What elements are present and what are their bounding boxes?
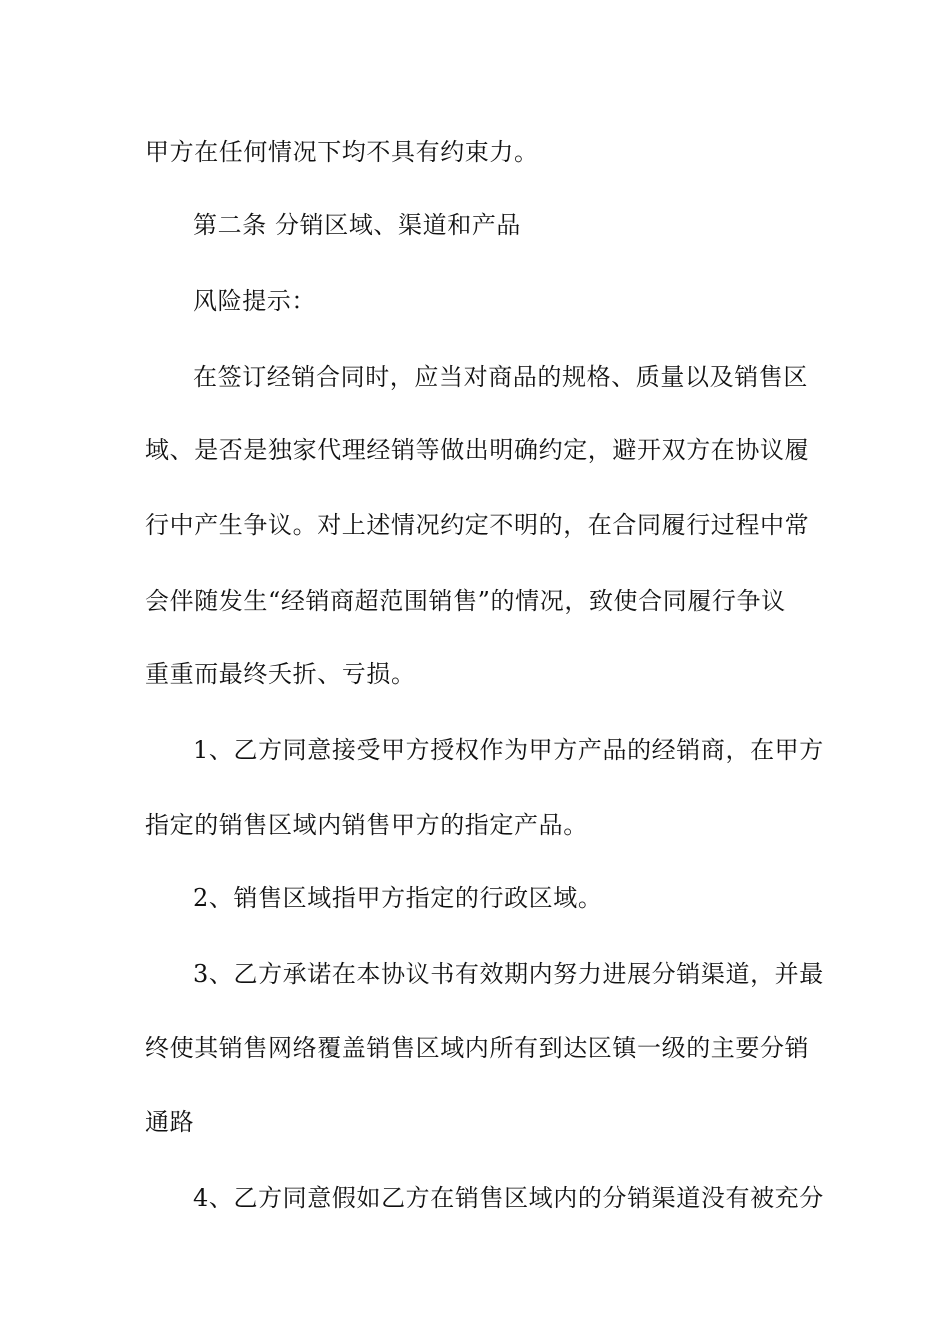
- paragraph-line: 域、是否是独家代理经销等做出明确约定，避开双方在协议履: [145, 436, 810, 464]
- clause-3-line: 终使其销售网络覆盖销售区域内所有到达区镇一级的主要分销: [145, 1034, 810, 1062]
- paragraph-line: 会伴随发生“经销商超范围销售”的情况，致使合同履行争议: [145, 587, 786, 615]
- paragraph-line: 重重而最终夭折、亏损。: [145, 660, 416, 688]
- risk-notice-heading: 风险提示：: [193, 287, 316, 315]
- clause-2-line: 2、销售区域指甲方指定的行政区域。: [193, 884, 603, 912]
- clause-3-line: 3、乙方承诺在本协议书有效期内努力进展分销渠道，并最: [193, 960, 824, 988]
- clause-1-line: 指定的销售区域内销售甲方的指定产品。: [145, 811, 588, 839]
- clause-1-line: 1、乙方同意接受甲方授权作为甲方产品的经销商，在甲方: [193, 736, 824, 764]
- paragraph-line: 在签订经销合同时，应当对商品的规格、质量以及销售区: [193, 363, 808, 391]
- article-heading: 第二条 分销区域、渠道和产品: [193, 211, 522, 239]
- paragraph-line: 行中产生争议。对上述情况约定不明的，在合同履行过程中常: [145, 511, 810, 539]
- clause-4-line: 4、乙方同意假如乙方在销售区域内的分销渠道没有被充分: [193, 1184, 824, 1212]
- paragraph-line: 甲方在任何情况下均不具有约束力。: [145, 138, 539, 166]
- clause-3-line: 通路: [145, 1108, 195, 1136]
